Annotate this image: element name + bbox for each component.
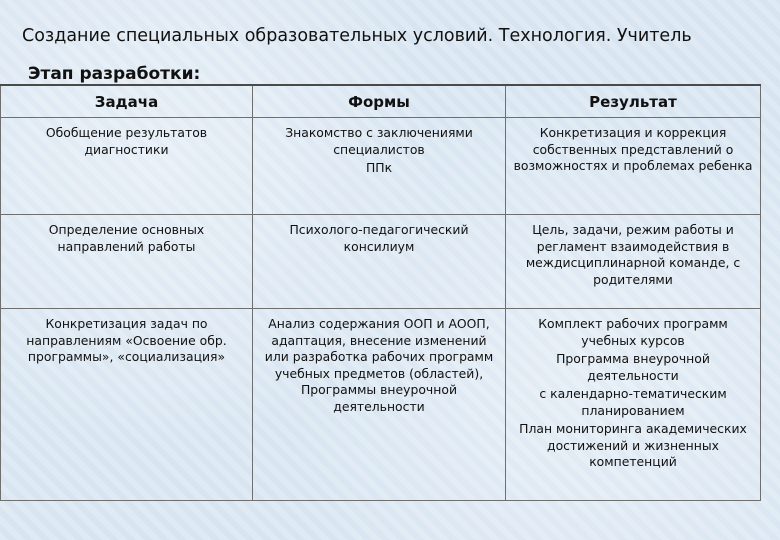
cell-result (506, 118, 761, 215)
cell-text: Конкретизация и коррекция собственных представлений о возможностях и проблемах ребенка (513, 125, 753, 173)
cell-text: Обобщение результатов диагностики (45, 125, 208, 157)
cell-task (1, 118, 253, 215)
table-row (1, 215, 761, 309)
table-header-row (1, 85, 761, 118)
cell-result (506, 309, 761, 501)
cell-task (1, 309, 253, 501)
cell-forms (253, 215, 506, 309)
cell-text: Психолого-педагогический консилиум (289, 222, 469, 254)
cell-result (506, 215, 761, 309)
cell-text: Конкретизация задач по направлениям «Освоение обр. программы», «социализация» (26, 316, 227, 364)
header-forms: Формы (253, 85, 506, 118)
slide-title: Создание специальных образовательных условий. Технология. Учитель (22, 26, 692, 46)
cell-text: Анализ содержания ООП и АООП, адаптация, внесение изменений или разработка рабочих программ учебных предметов (областей), Программы внеурочной деятельности (264, 316, 494, 414)
cell-text: Цель, задачи, режим работы и регламент взаимодействия в междисциплинарной команде, с родителями (525, 222, 741, 287)
cell-text: План мониторинга академических достижений и жизненных компетенций (519, 421, 747, 469)
cell-task (1, 215, 253, 309)
header-result: Результат (506, 85, 761, 118)
header-task: Задача (1, 85, 253, 118)
cell-text: ППк (365, 160, 393, 175)
cell-text: Программа внеурочной деятельности (556, 351, 710, 383)
cell-forms (253, 118, 506, 215)
table-row (1, 118, 761, 215)
development-stage-table (0, 84, 761, 501)
cell-text: Комплект рабочих программ учебных курсов (538, 316, 728, 348)
cell-text: Знакомство с заключениями специалистов (285, 125, 473, 157)
cell-text: Определение основных направлений работы (48, 222, 205, 254)
cell-text: с календарно-тематическим планированием (539, 386, 727, 418)
stage-title: Этап разработки: (28, 64, 201, 84)
table-row (1, 309, 761, 501)
cell-forms (253, 309, 506, 501)
